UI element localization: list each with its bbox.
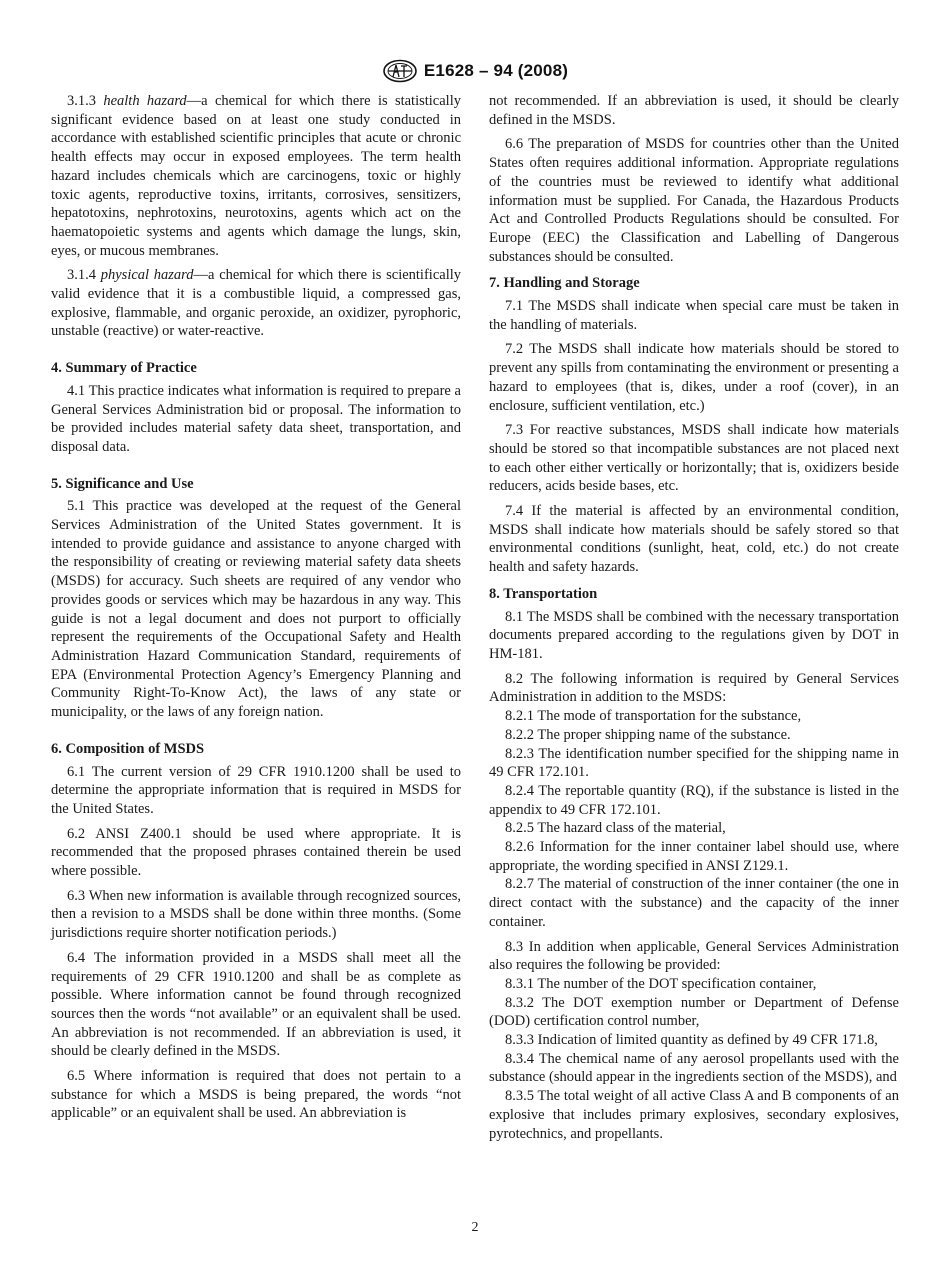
standard-designation: E1628 – 94 (2008) — [423, 61, 569, 80]
paragraph-5-1: 5.1 This practice was developed at the request of the General Services Administration of the United States government. It is intended to provide guidance and assistance to anyone charged with the responsibility of creating or reviewing material safety data sheets (MSDS) for accuracy. Such sheets are required of any vendor who provides goods or services which may be hazardous in any way. This guide is not a legal document and does not purport to officially represent the requirements of the Occupational Safety and Health Administration Hazard Communication Standard, requirements of EPA (Environmental Protection Agency’s Emergency Planning and Community Right-To-Know Act), the laws of any state or municipality, or the laws of any foreign nation. — [51, 498, 461, 721]
paragraph-6-5: 6.5 Where information is required that does not pertain to a substance for which a MSDS is being prepared, the words “not applicable” or an equivalent shall be used. An abbreviation is — [51, 1068, 461, 1122]
paragraph-3-1-3 — [51, 92, 461, 260]
term-health-hazard: health hazard — [103, 93, 187, 109]
definition-text: —a chemical for which there is statistically significant evidence based on at least one study conducted in accordance with established scientific principles that acute or chronic health effects may occur in exposed employees. The term health hazard includes chemicals which are carcinogens, toxic or highly toxic agents, reproductive toxins, irritants, corrosives, sensitizers, hepatotoxins, nephrotoxins, neurotoxins, agents which act on the haematopoietic systems and agents which damage the lungs, skin, eyes, or mucous membranes. — [51, 93, 461, 259]
paragraph-6-5-continued: not recommended. If an abbreviation is used, it should be clearly defined in the MSDS. — [489, 93, 899, 128]
paragraph-8-3-4: 8.3.4 The chemical name of any aerosol propellants used with the substance (should appear in the ingredients section of the MSDS), and — [489, 1050, 899, 1086]
paragraph-7-4: 7.4 If the material is affected by an environmental condition, MSDS shall indicate how materials should be safely stored so that environmental conditions (sunlight, heat, cold, etc.) do not create health and safety hazards. — [489, 503, 899, 576]
paragraph-6-1: 6.1 The current version of 29 CFR 1910.1200 shall be used to determine the appropriate information that is required in MSDS for the United States. — [51, 763, 461, 817]
section-heading-4: 4. Summary of Practice — [51, 360, 197, 377]
paragraph-8-3: 8.3 In addition when applicable, General Services Administration also requires the following be provided: — [489, 938, 899, 974]
clause-number: 3.1.3 — [67, 93, 96, 109]
paragraph-6-2: 6.2 ANSI Z400.1 should be used where appropriate. It is recommended that the proposed phrases contained therein be used where possible. — [51, 825, 461, 880]
paragraph-7-2: 7.2 The MSDS shall indicate how materials should be stored to prevent any spills from contaminating the environment or presenting a hazard to employees (that is, dikes, under a roof (cover), in an enclosure, sufficient ventilation, etc.) — [489, 341, 899, 414]
paragraph-8-2-6: 8.2.6 Information for the inner container label should use, where appropriate, the wording specified in ANSI Z129.1. — [489, 839, 899, 874]
paragraph-6-4: 6.4 The information provided in a MSDS shall meet all the requirements of 29 CFR 1910.1200 and shall be as complete as possible. Where information cannot be found through recognized sources then the words “not available” or an equivalent shall be used. An abbreviation is not recommended. If an abbreviation is used, it should be clearly defined in the MSDS. — [51, 949, 461, 1060]
definition-text: —a chemical for which there is scientifically valid evidence that it is a combustible liquid, a compressed gas, explosive, flammable, and organic peroxide, an oxidizer, pyrophoric, unstable (reactive) or water-reactive. — [51, 267, 461, 340]
paragraph-8-3-5: 8.3.5 The total weight of all active Class A and B components of an explosive that includes primary explosives, secondary explosives, pyrotechnics, and propellants. — [489, 1088, 899, 1142]
paragraph-8-2: 8.2 The following information is required by General Services Administration in addition to the MSDS: — [489, 670, 899, 706]
paragraph-8-3-2: 8.3.2 The DOT exemption number or Department of Defense (DOD) certification control number, — [489, 994, 899, 1030]
paragraph-8-3-1: 8.3.1 The number of the DOT specification container, — [505, 975, 817, 992]
right-column — [489, 92, 899, 1143]
paragraph-7-3: 7.3 For reactive substances, MSDS shall indicate how materials should be stored so that incompatible substances are not placed next to each other either vertically or horizontally; that is, oxidizers beside reducers, acids beside bases, etc. — [489, 422, 899, 495]
paragraph-8-2-3: 8.2.3 The identification number specified for the shipping name in 49 CFR 172.101. — [489, 745, 899, 781]
section-heading-8: 8. Transportation — [489, 585, 598, 602]
page-header — [0, 56, 950, 86]
term-physical-hazard: physical hazard — [100, 267, 194, 284]
section-heading-5: 5. Significance and Use — [51, 475, 194, 492]
paragraph-8-3-3: 8.3.3 Indication of limited quantity as defined by 49 CFR 171.8, — [505, 1032, 878, 1049]
page-number: 2 — [471, 1220, 479, 1235]
paragraph-8-2-7: 8.2.7 The material of construction of the inner container (the one in direct contact with the substance) and the capacity of the inner container. — [489, 876, 899, 930]
paragraph-8-2-4: 8.2.4 The reportable quantity (RQ), if the substance is listed in the appendix to 49 CFR 172.101. — [489, 782, 899, 818]
paragraph-3-1-4 — [51, 266, 461, 341]
clause-number: 3.1.4 — [67, 267, 96, 284]
paragraph-8-2-5: 8.2.5 The hazard class of the material, — [505, 820, 726, 837]
left-column — [51, 92, 461, 1129]
section-heading-7: 7. Handling and Storage — [489, 275, 640, 292]
paragraph-8-2-1: 8.2.1 The mode of transportation for the substance, — [505, 708, 802, 725]
section-heading-6: 6. Composition of MSDS — [51, 740, 205, 757]
paragraph-6-3: 6.3 When new information is available through recognized sources, then a revision to a MSDS shall be done within three months. (Some jurisdictions require shorter notification periods.) — [51, 887, 461, 942]
paragraph-6-6: 6.6 The preparation of MSDS for countries other than the United States often requires additional information. Appropriate regulations of the countries must be reviewed to identify what additional information must be supplied. For Canada, the Hazardous Products Act and Controlled Products Regulations should be consulted. For Europe (EEC) the Classification and Labelling of Dangerous substances should be consulted. — [489, 136, 899, 265]
astm-logo-icon — [382, 59, 418, 83]
paragraph-7-1: 7.1 The MSDS shall indicate when special care must be taken in the handling of materials. — [489, 298, 899, 333]
paragraph-4-1: 4.1 This practice indicates what information is required to prepare a General Services Administration bid or proposal. The information to be provided includes material safety data sheet, transportation, and disposal data. — [51, 382, 461, 455]
paragraph-8-2-2: 8.2.2 The proper shipping name of the substance. — [505, 726, 791, 743]
paragraph-8-1: 8.1 The MSDS shall be combined with the necessary transportation documents prepared according to the regulations given by DOT in HM-181. — [489, 608, 899, 662]
